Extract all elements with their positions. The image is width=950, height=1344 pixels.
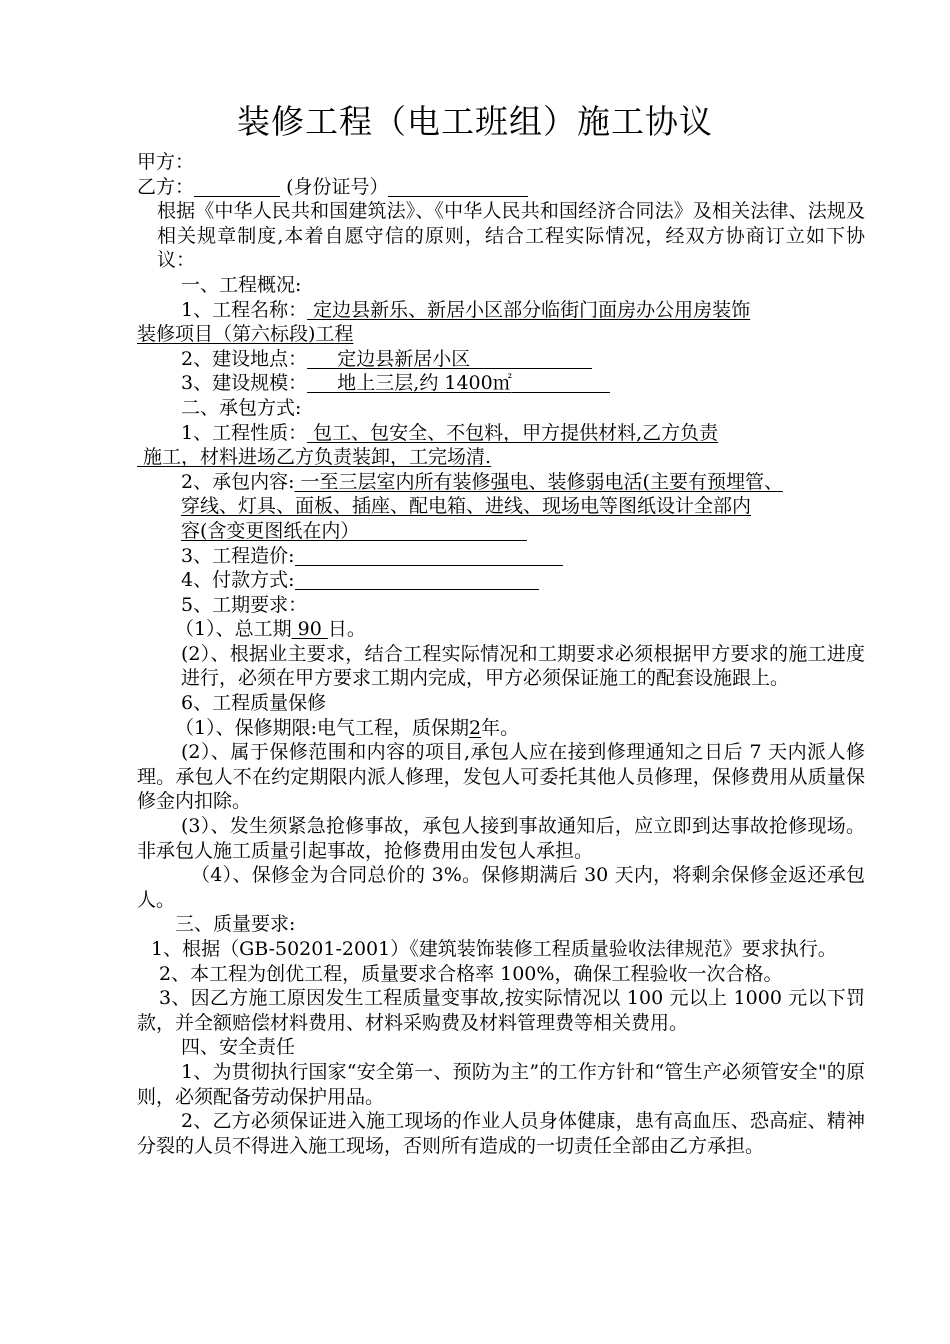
warranty-period-unit: 年。 <box>481 716 520 739</box>
party-b-name-blank <box>194 177 280 197</box>
warranty-period-years: 2 <box>469 716 482 739</box>
section-4-heading: 四、安全责任 <box>181 1036 296 1059</box>
warranty-repair-paragraph: (2）、属于保修范围和内容的项目,承包人应在接到修理通知之日后 7 天内派人修理。承包人不在约定期限内派人修理，发包人可委托其他人员修理，保修费用从质量保修金内扣除。 <box>137 741 865 813</box>
quality-item-3: 3、因乙方施工原因发生工程质量变事故,按实际情况以 100 元以上 1000 元以下罚款，并全额赔偿材料费用、材料采购费及材料管理费等相关费用。 <box>137 987 865 1034</box>
cost-label: 3、工程造价: <box>181 544 295 567</box>
warranty-emergency-paragraph: (3）、发生须紧急抢修事故，承包人接到事故通知后，应立即到达事故抢修现场。非承包人施工质量引起事故，抢修费用由发包人承担。 <box>137 815 865 862</box>
cost-line <box>137 544 865 569</box>
project-name-line-2 <box>137 322 865 347</box>
quality-item-1: 1、根据（GB-50201-2001）《建筑装饰装修工程质量验收法律规范》要求执行。 <box>151 938 837 960</box>
payment-label: 4、付款方式: <box>181 569 295 592</box>
project-name-value: 定边县新乐、新居小区部分临街门面房办公用房装饰 <box>307 298 751 321</box>
payment-blank <box>295 570 539 590</box>
section-1-heading: 一、工程概况: <box>181 273 302 296</box>
scope-value-cont: 穿线、灯具、面板、插座、配电箱、进线、现场电等图纸设计全部内 <box>181 495 752 518</box>
nature-line-2 <box>137 445 865 470</box>
safety-item-1: 1、为贯彻执行国家“安全第一、预防为主”的工作方针和“管生产必须管安全"的原则，必须配备劳动保护用品。 <box>137 1060 865 1108</box>
nature-label: 1、工程性质： <box>181 421 308 444</box>
scale-value: 地上三层,约 1400㎡ <box>307 372 512 395</box>
document-title: 装修工程（电工班组）施工协议 <box>237 102 713 141</box>
warranty-period-label: （1）、保修期限:电气工程，质保期 <box>175 716 469 739</box>
scope-value-end: 容(含变更图纸在内） <box>181 519 360 542</box>
site-location-value: 定边县新居小区 <box>307 347 471 370</box>
site-location-blank <box>470 349 592 369</box>
project-name-value-cont: 装修项目（第六标段)工程 <box>137 323 354 346</box>
site-location-label: 2、建设地点： <box>181 347 308 370</box>
schedule-total-line <box>137 617 865 642</box>
payment-line <box>137 568 865 593</box>
scale-blank <box>512 373 610 393</box>
party-b-line <box>137 175 865 200</box>
scale-label: 3、建设规模： <box>181 372 308 395</box>
scope-label: 2、承包内容: <box>181 470 295 493</box>
site-location-line <box>137 347 865 372</box>
scope-line-2 <box>137 494 865 519</box>
party-a-line: 甲方： <box>137 151 195 173</box>
scale-line <box>137 371 865 396</box>
project-name-label: 1、工程名称： <box>181 298 308 321</box>
warranty-period-line <box>137 716 865 741</box>
schedule-total-days: 90 <box>291 618 328 641</box>
scope-blank <box>359 521 527 541</box>
nature-line <box>137 421 865 446</box>
party-b-id-blank <box>388 177 528 197</box>
quality-item-2: 2、本工程为创优工程，质量要求合格率 100%，确保工程验收一次合格。 <box>159 962 783 985</box>
document-body <box>137 150 865 1158</box>
scope-line <box>137 470 865 495</box>
warranty-deposit-paragraph: （4）、保修金为合同总价的 3%。保修期满后 30 天内，将剩余保修金返还承包人。 <box>137 864 865 911</box>
schedule-total-label: （1）、总工期 <box>175 618 292 641</box>
safety-item-2: 2、乙方必须保证进入施工现场的作业人员身体健康，患有高血压、恐高症、精神分裂的人员不得进入施工现场，否则所有造成的一切责任全部由乙方承担。 <box>137 1110 865 1157</box>
cost-blank <box>295 546 563 566</box>
schedule-heading: 5、工期要求： <box>181 593 308 616</box>
nature-value: 包工、包安全、不包料，甲方提供材料,乙方负责 <box>307 421 719 444</box>
scope-line-3 <box>137 519 865 544</box>
party-b-id-label: (身份证号） <box>286 175 389 198</box>
scope-value: 一至三层室内所有装修强电、装修弱电活(主要有预埋管、 <box>294 470 783 493</box>
intro-paragraph: 根据《中华人民共和国建筑法》、《中华人民共和国经济合同法》及相关法律、法规及相关规章制度,本着自愿守信的原则，结合工程实际情况，经双方协商订立如下协议： <box>157 200 865 272</box>
nature-value-cont: 施工，材料进场乙方负责装卸，工完场清. <box>137 446 492 469</box>
section-3-heading: 三、质量要求: <box>175 913 296 936</box>
schedule-total-unit: 日。 <box>327 618 366 641</box>
warranty-heading: 6、工程质量保修 <box>181 692 327 715</box>
party-b-label: 乙方： <box>137 175 195 198</box>
section-2-heading: 二、承包方式: <box>181 396 302 419</box>
project-name-line <box>137 298 865 323</box>
schedule-requirement-paragraph: (2）、根据业主要求，结合工程实际情况和工期要求必须根据甲方要求的施工进度进行，必须在甲方要求工期内完成，甲方必须保证施工的配套设施跟上。 <box>181 642 865 690</box>
